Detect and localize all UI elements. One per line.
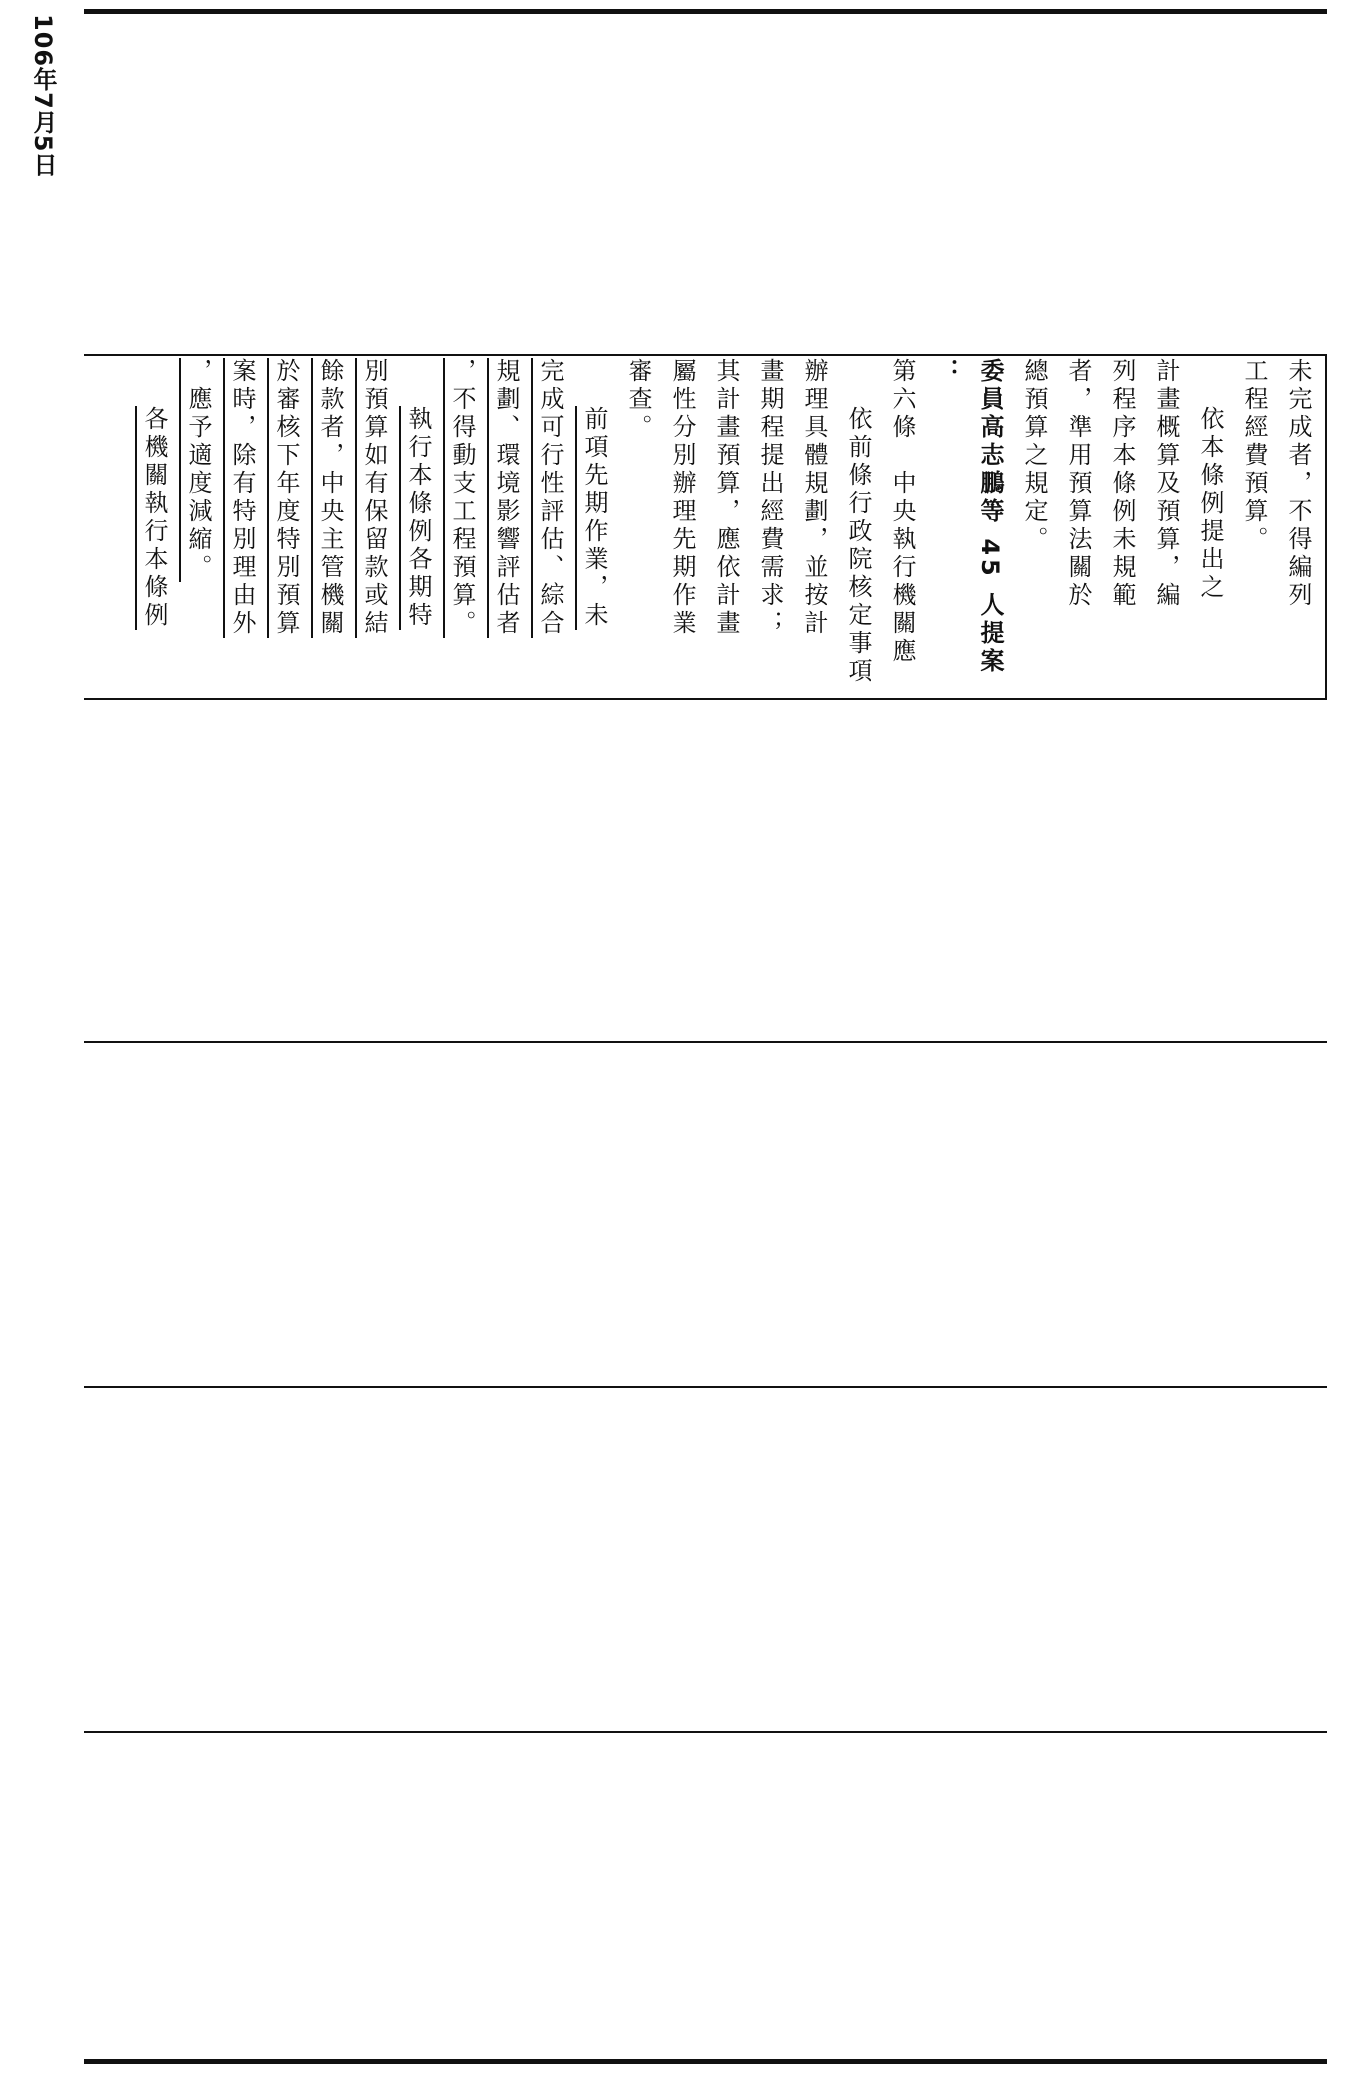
text-line: 計畫概算及預算，編 xyxy=(1152,358,1180,610)
row-divider xyxy=(84,354,1327,356)
text-line: 總預算之規定。 xyxy=(1020,358,1048,554)
text-line: 前項先期作業，未 xyxy=(580,406,608,630)
text-line: 屬性分別辦理先期作業 xyxy=(668,358,696,638)
text-line: 依前條行政院核定事項 xyxy=(844,406,872,686)
text-line: 工程經費預算。 xyxy=(1240,358,1268,554)
text-line: 畫期程提出經費需求； xyxy=(756,358,784,638)
text-line: 辦理具體規劃，並按計 xyxy=(800,358,828,638)
text-line: ，不得動支工程預算。 xyxy=(448,358,476,638)
row-divider xyxy=(84,698,1327,700)
row-divider xyxy=(84,1041,1327,1043)
text-line: 案時，除有特別理由外 xyxy=(228,358,256,638)
top-rule xyxy=(84,9,1327,14)
text-line: 依本條例提出之 xyxy=(1196,406,1224,602)
text-line: 未完成者，不得編列 xyxy=(1284,358,1312,610)
text-line: 各機關執行本條例 xyxy=(140,406,168,630)
column-border-right xyxy=(1325,354,1327,700)
text-line: 完成可行性評估、綜合 xyxy=(536,358,564,638)
proposal-colon: ： xyxy=(932,358,960,386)
text-column xyxy=(100,358,1320,698)
text-line: 餘款者，中央主管機關 xyxy=(316,358,344,638)
text-line: 者，準用預算法關於 xyxy=(1064,358,1092,610)
text-line: 執行本條例各期特 xyxy=(404,406,432,630)
text-line: ，應予適度減縮。 xyxy=(184,358,212,582)
proposal-heading: 委員高志鵬等 45 人提案 xyxy=(976,358,1004,677)
row-divider xyxy=(84,1731,1327,1733)
text-line: 規劃、環境影響評估者 xyxy=(492,358,520,638)
text-line: 審查。 xyxy=(624,358,652,442)
bottom-rule xyxy=(84,2059,1327,2064)
text-line: 列程序本條例未規範 xyxy=(1108,358,1136,610)
page-date: 106年7月5日 xyxy=(29,14,57,178)
row-divider xyxy=(84,1386,1327,1388)
text-line: 其計畫預算，應依計畫 xyxy=(712,358,740,638)
text-line: 別預算如有保留款或結 xyxy=(360,358,388,638)
text-line: 第六條 中央執行機關應 xyxy=(888,358,916,666)
text-line: 於審核下年度特別預算 xyxy=(272,358,300,638)
